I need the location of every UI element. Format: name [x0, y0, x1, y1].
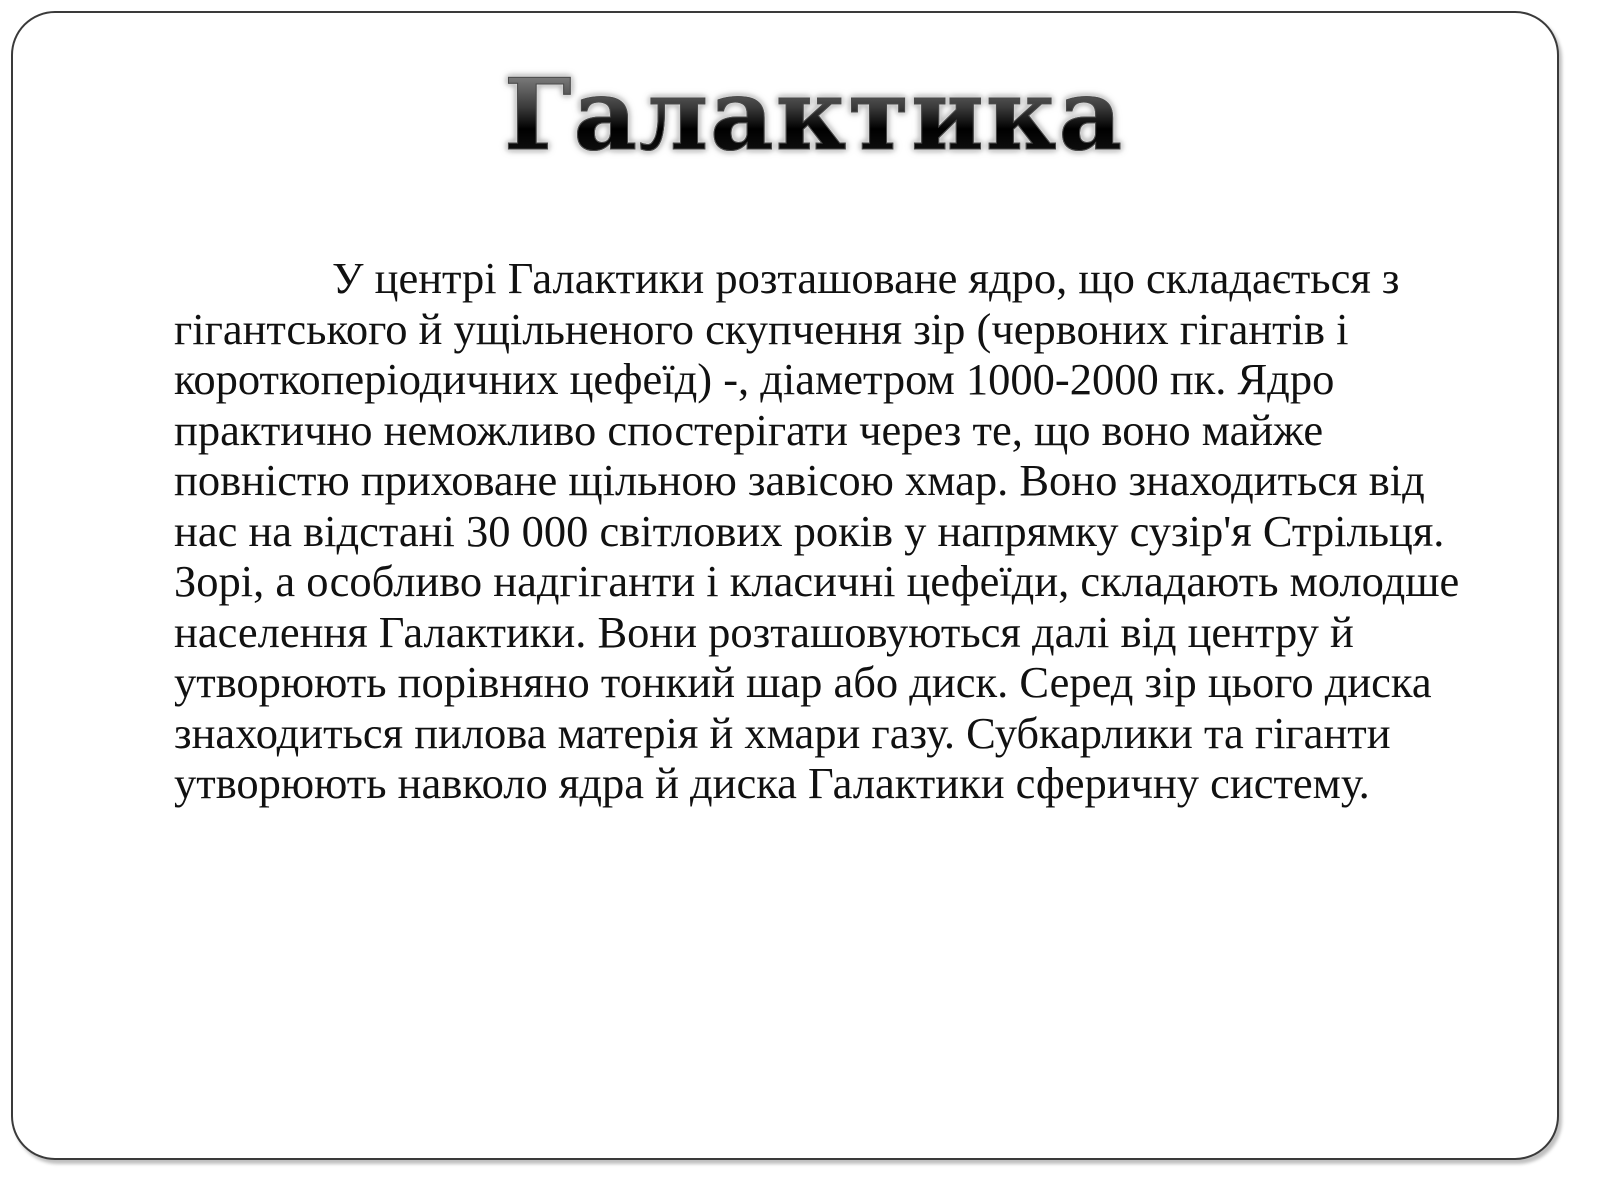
slide-title: Галактика [0, 62, 1600, 170]
slide-body-paragraph: У центрі Галактики розташоване ядро, що складається з гігантського й ущільненого скупчення зір (червоних гігантів і короткоперіодичних цефеїд) -, діаметром 1000-2000 пк. Ядро практично неможливо спостерігати через те, що воно майже повністю приховане щільною завісою хмар. Воно знаходиться від нас на відстані 30 000 світлових років у напрямку сузір'я Стрільця. Зорі, а особливо надгіганти і класичні цефеїди, складають молодше населення Галактики. Вони розташовуються далі від центру й утворюють порівняно тонкий шар або диск. Серед зір цього диска знаходиться пилова матерія й хмари газу. Субкарлики та гіганти утворюють навколо ядра й диска Галактики сферичну систему. [174, 253, 1460, 808]
